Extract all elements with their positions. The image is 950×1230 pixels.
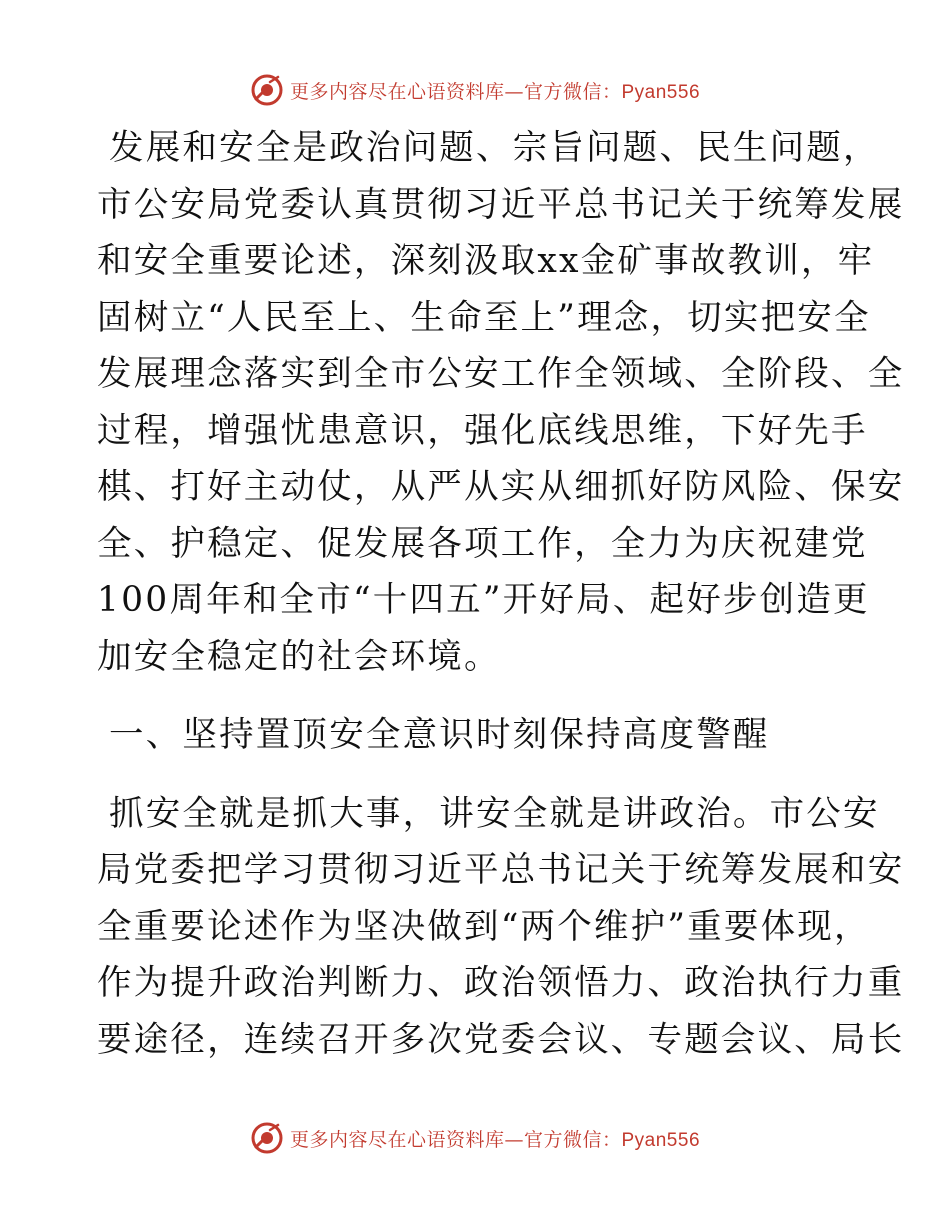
section-heading: 一、坚持置顶安全意识时刻保持高度警醒 <box>109 715 770 755</box>
header-banner-wechat-id: Pyan556 <box>621 81 701 103</box>
paragraph-line: 发展理念落实到全市公安工作全领域、全阶段、全 <box>97 354 905 394</box>
paragraph-line: 过程，增强忧患意识，强化底线思维，下好先手 <box>97 410 868 451</box>
logo-icon <box>250 73 284 107</box>
paragraph-line: 固树立“人民至上、生命至上”理念，切实把安全 <box>97 297 871 338</box>
footer-banner-wechat-id: Pyan556 <box>621 1129 701 1151</box>
footer-banner-text <box>290 1125 700 1152</box>
section-paragraph <box>97 786 905 1069</box>
header-banner-text <box>290 77 700 104</box>
document-body <box>97 120 905 1068</box>
footer-banner-cn: 更多内容尽在心语资料库—官方微信： <box>289 1128 622 1151</box>
paragraph-line: 全、护稳定、促发展各项工作，全力为庆祝建党 <box>97 523 868 564</box>
intro-paragraph <box>97 120 905 685</box>
paragraph-line: 棋、打好主动仗，从严从实从细抓好防风险、保安 <box>97 467 905 507</box>
header-watermark-banner <box>0 70 950 110</box>
header-banner-cn: 更多内容尽在心语资料库—官方微信： <box>289 80 622 103</box>
paragraph-line: 全重要论述作为坚决做到“两个维护”重要体现， <box>97 906 871 947</box>
paragraph-line: 要途径，连续召开多次党委会议、专题会议、局长 <box>97 1019 905 1060</box>
paragraph-line: 作为提升政治判断力、政治领悟力、政治执行力重 <box>97 963 905 1003</box>
paragraph-line: 100周年和全市“十四五”开好局、起好步创造更 <box>97 580 870 620</box>
footer-watermark-banner <box>0 1118 950 1158</box>
paragraph-line: 局党委把学习贯彻习近平总书记关于统筹发展和安 <box>97 850 905 890</box>
paragraph-line: 市公安局党委认真贯彻习近平总书记关于统筹发展 <box>97 184 905 225</box>
paragraph-line: 抓安全就是抓大事，讲安全就是讲政治。市公安 <box>109 793 880 834</box>
paragraph-line: 发展和安全是政治问题、宗旨问题、民生问题， <box>109 128 880 168</box>
logo-icon <box>250 1121 284 1155</box>
paragraph-line: 加安全稳定的社会环境。 <box>97 636 501 677</box>
paragraph-line: 和安全重要论述，深刻汲取xx金矿事故教训，牢 <box>97 241 875 281</box>
